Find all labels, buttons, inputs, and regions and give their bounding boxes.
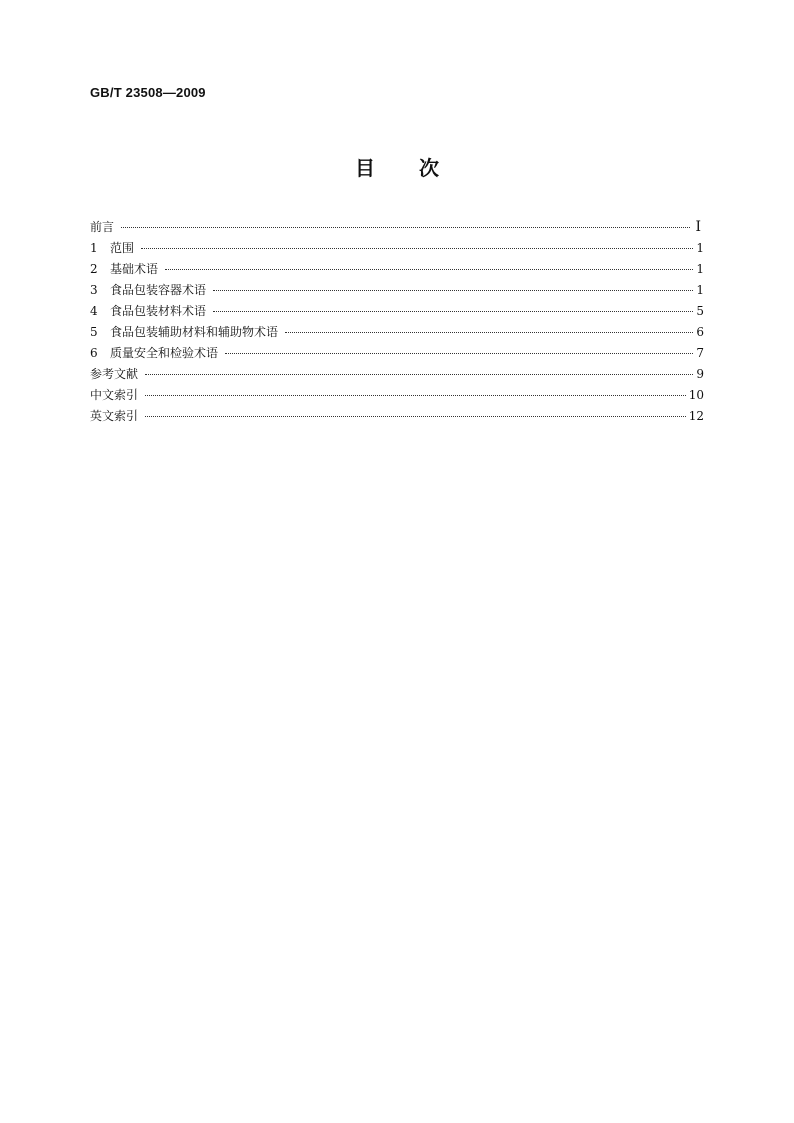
toc-entry-page: 6 — [696, 325, 704, 339]
toc-entry-label: 前言 — [90, 220, 115, 234]
toc-entry-container-terms[interactable] — [90, 280, 704, 301]
toc-entry-english-index[interactable] — [90, 406, 704, 427]
toc-dot-leader — [213, 289, 693, 291]
toc-entry-number: 6 — [90, 346, 98, 360]
page-title — [0, 152, 794, 181]
toc-dot-leader — [213, 310, 693, 312]
toc-entry-page: 1 — [696, 262, 704, 276]
toc-entry-page: 1 — [696, 283, 704, 297]
toc-dot-leader — [285, 331, 693, 333]
toc-entry-scope[interactable] — [90, 238, 704, 259]
toc-dot-leader — [165, 268, 693, 270]
toc-entry-page: 5 — [696, 304, 704, 318]
standard-code: GB/T 23508—2009 — [90, 85, 206, 100]
toc-entry-basic-terms[interactable] — [90, 259, 704, 280]
toc-dot-leader — [145, 394, 686, 396]
toc-entry-page: 12 — [688, 409, 704, 423]
toc-dot-leader — [145, 373, 693, 375]
toc-entry-quality-terms[interactable] — [90, 343, 704, 364]
toc-dot-leader — [225, 352, 693, 354]
toc-entry-label: 中文索引 — [90, 388, 139, 402]
title-char-right: 次 — [419, 156, 439, 180]
toc-dot-leader — [145, 415, 686, 417]
toc-entry-number: 4 — [90, 304, 98, 318]
toc-entry-number: 2 — [90, 262, 98, 276]
toc-entry-chinese-index[interactable] — [90, 385, 704, 406]
toc-entry-label: 食品包装材料术语 — [110, 304, 207, 318]
toc-dot-leader — [121, 226, 690, 228]
toc-entry-number: 3 — [90, 283, 98, 297]
toc-entry-page: 9 — [696, 367, 704, 381]
toc-entry-auxiliary-terms[interactable] — [90, 322, 704, 343]
toc-entry-label: 范围 — [110, 241, 135, 255]
toc-entry-page: 10 — [688, 388, 704, 402]
toc-entry-label: 英文索引 — [90, 409, 139, 423]
toc-entry-references[interactable] — [90, 364, 704, 385]
toc-entry-label: 食品包装容器术语 — [110, 283, 207, 297]
table-of-contents — [90, 217, 704, 427]
toc-entry-label: 质量安全和检验术语 — [110, 346, 219, 360]
toc-entry-number: 5 — [90, 325, 98, 339]
toc-entry-material-terms[interactable] — [90, 301, 704, 322]
toc-entry-page: Ⅰ — [695, 219, 701, 235]
toc-entry-label: 参考文献 — [90, 367, 139, 381]
toc-entry-foreword[interactable] — [90, 217, 704, 238]
toc-entry-page: 1 — [696, 241, 704, 255]
toc-dot-leader — [141, 247, 693, 249]
toc-entry-label: 食品包装辅助材料和辅助物术语 — [110, 325, 279, 339]
toc-entry-number: 1 — [90, 241, 98, 255]
title-char-left: 目 — [355, 156, 375, 180]
toc-entry-label: 基础术语 — [110, 262, 159, 276]
toc-entry-page: 7 — [696, 346, 704, 360]
